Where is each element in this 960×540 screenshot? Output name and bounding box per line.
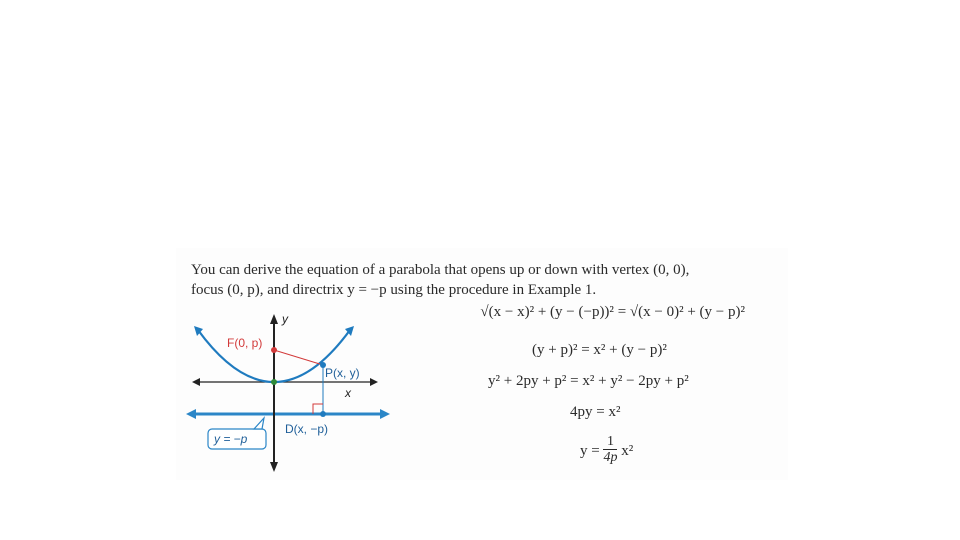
parabola-graph	[176, 308, 396, 478]
vertex-point	[271, 379, 277, 385]
equation-row-5	[580, 436, 633, 467]
equation-5-lhs: y	[580, 442, 588, 459]
equation-5-tail: x²	[621, 442, 634, 459]
equation-1-lhs: √(x − x)² + (y − (−p))²	[480, 304, 614, 320]
equation-row-4	[570, 404, 620, 421]
equation-row-1	[480, 304, 745, 321]
intro-line-2: focus (0, p), and directrix y = −p using the procedure in Example 1.	[191, 282, 597, 298]
directrix-callout-pointer	[254, 418, 264, 429]
equation-2-rhs: x² + (y − p)²	[593, 342, 667, 358]
equation-1-equals: =	[617, 304, 627, 320]
equation-4-lhs: 4py	[570, 404, 593, 420]
textbook-figure	[176, 248, 788, 480]
equation-1-rhs: √(x − 0)² + (y − p)²	[629, 304, 745, 320]
focus-label: F(0, p)	[227, 336, 263, 350]
equation-3-lhs: y² + 2py + p²	[488, 373, 567, 389]
directrix-label: y = −p	[214, 432, 248, 446]
y-axis-arrow-up	[270, 314, 278, 324]
directrix-point	[320, 411, 326, 417]
intro-line-1: You can derive the equation of a parabola that opens up or down with vertex (0, 0),	[191, 262, 690, 278]
intro-text	[191, 260, 781, 300]
directrix-arrow-right	[380, 409, 390, 419]
point-label: P(x, y)	[325, 366, 360, 380]
equation-3-equals: =	[570, 373, 579, 389]
equation-row-2	[532, 342, 667, 359]
y-axis-arrow-down	[270, 462, 278, 472]
equation-5-equals: =	[591, 442, 600, 459]
directrix-arrow-left	[186, 409, 196, 419]
derivation	[406, 304, 776, 484]
directrix-callout	[208, 418, 266, 449]
equation-5-fraction	[603, 434, 617, 465]
equation-4-equals: =	[596, 404, 605, 420]
directrix-point-label: D(x, −p)	[285, 422, 329, 436]
x-axis-arrow-right	[370, 378, 378, 386]
x-axis-arrow-left	[192, 378, 200, 386]
x-axis-label: x	[345, 386, 351, 400]
fraction-denominator: 4p	[603, 450, 618, 465]
equation-2-lhs: (y + p)²	[532, 342, 578, 358]
equation-row-3	[488, 373, 689, 390]
focus-to-point-segment	[274, 350, 323, 365]
focus-point	[271, 347, 277, 353]
equation-3-rhs: x² + y² − 2py + p²	[582, 373, 689, 389]
equation-4-rhs: x²	[608, 404, 621, 420]
fraction-numerator: 1	[603, 434, 617, 450]
y-axis-label: y	[282, 312, 288, 326]
equation-2-equals: =	[581, 342, 590, 358]
